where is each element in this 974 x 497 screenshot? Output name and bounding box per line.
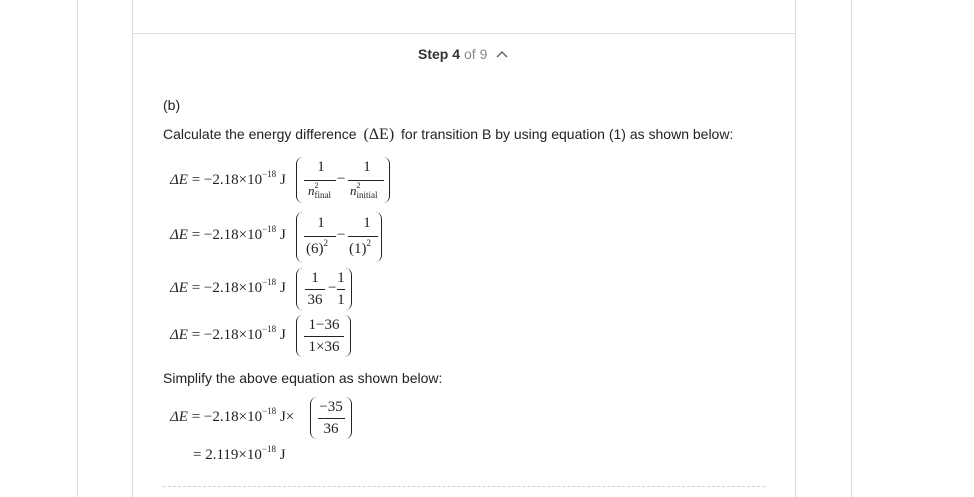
section-divider	[132, 33, 796, 34]
equation-line-4: $\Delta E = -2.18\times 10^{-18}$ J	[170, 324, 286, 343]
simplify-text: Simplify the above equation as shown below:	[163, 370, 443, 386]
outer-left-border	[77, 0, 78, 497]
equation-result: = $2.119\times 10^{-18}$ J	[193, 444, 286, 463]
step-total: of 9	[464, 46, 488, 62]
intro-text: Calculate the energy difference	[163, 126, 357, 142]
part-label: (b)	[163, 97, 181, 113]
step-current: Step 4	[418, 46, 461, 62]
intro-paragraph	[163, 126, 733, 144]
step-toggle[interactable]	[418, 46, 509, 62]
equation-line-5: $\Delta E = -2.18\times 10^{-18}$ J×	[170, 406, 295, 425]
equation-line-3: $\Delta E = -2.18\times 10^{-18}$ J	[170, 277, 286, 296]
inner-right-border	[795, 0, 796, 497]
outer-right-border	[851, 0, 852, 497]
intro-symbol: (ΔE)	[363, 126, 395, 143]
equation-line-2: $\Delta E = -2.18\times 10^{-18}$ J	[170, 224, 286, 243]
chevron-up-icon	[495, 49, 509, 59]
inner-left-border	[132, 0, 133, 497]
intro-tail: for transition B by using equation (1) as shown below:	[401, 126, 734, 142]
equation-line-1: $\Delta E = -2.18\times 10^{-18}$ J	[170, 169, 286, 188]
dashed-separator	[163, 486, 765, 487]
